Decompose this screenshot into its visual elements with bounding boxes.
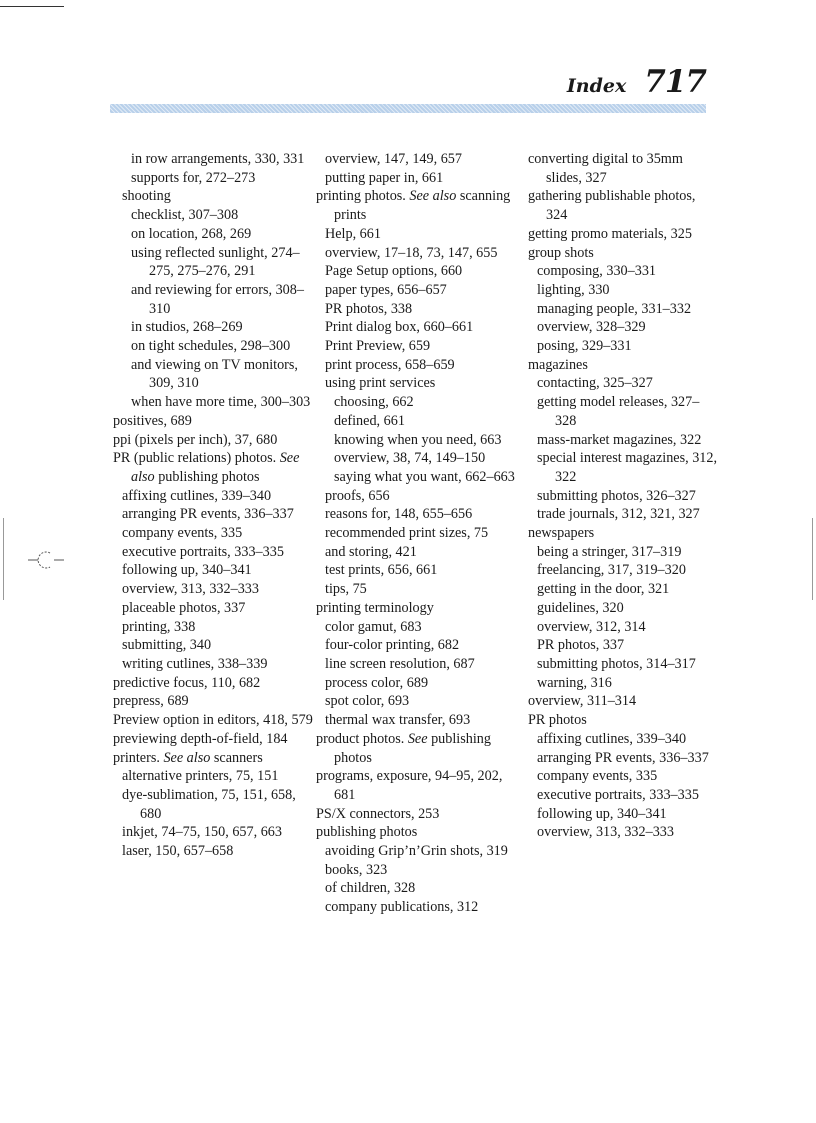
index-entry: printers. See also scanners <box>113 749 263 766</box>
index-entry: submitting photos, 326–327 <box>537 487 696 504</box>
index-entry: group shots <box>528 244 594 261</box>
index-entry: getting model releases, 327–328 <box>537 394 700 429</box>
index-entry: freelancing, 317, 319–320 <box>537 562 686 579</box>
index-entry: when have more time, 300–303 <box>131 394 311 411</box>
index-entry: PS/X connectors, 253 <box>316 805 440 822</box>
header-label: Index <box>566 75 627 97</box>
index-entry: saying what you want, 662–663 <box>334 468 515 485</box>
index-entry: four-color printing, 682 <box>325 637 460 654</box>
index-entry: Print Preview, 659 <box>325 338 431 355</box>
index-entry: overview, 147, 149, 657 <box>325 151 462 167</box>
index-entry: line screen resolution, 687 <box>325 655 475 672</box>
index-entry: affixing cutlines, 339–340 <box>537 730 687 747</box>
index-entry: knowing when you need, 663 <box>334 431 502 448</box>
crop-mark-icon <box>26 548 66 572</box>
running-header <box>567 64 706 104</box>
index-entry: Help, 661 <box>325 225 381 242</box>
index-entry: lighting, 330 <box>537 281 610 298</box>
index-entry: color gamut, 683 <box>325 618 422 635</box>
index-entry: PR photos, 337 <box>537 637 625 654</box>
index-entry: shooting <box>122 188 171 205</box>
index-entry: recommended print sizes, 75 <box>325 525 489 542</box>
index-entry: composing, 330–331 <box>537 263 657 280</box>
index-entry: getting promo materials, 325 <box>528 225 692 242</box>
index-entry: overview, 17–18, 73, 147, 655 <box>325 244 498 261</box>
index-entry: managing people, 331–332 <box>537 300 692 317</box>
index-entry: using reflected sunlight, 274–275, 275–276, 291 <box>131 244 300 280</box>
index-entry: and viewing on TV monitors, 309, 310 <box>131 356 298 392</box>
index-entry: supports for, 272–273 <box>131 169 256 186</box>
index-entry: getting in the door, 321 <box>537 581 670 598</box>
see-reference: See also <box>409 188 457 205</box>
index-entry: dye-sublimation, 75, 151, 658, 680 <box>122 786 296 822</box>
index-column-2 <box>316 150 526 917</box>
index-entry: contacting, 325–327 <box>537 375 653 392</box>
index-entry: arranging PR events, 336–337 <box>122 506 294 523</box>
index-entry: company events, 335 <box>537 768 658 785</box>
index-entry: PR photos, 338 <box>325 300 413 317</box>
index-entry: following up, 340–341 <box>122 562 252 579</box>
index-entry: overview, 312, 314 <box>537 618 646 635</box>
index-entry: laser, 150, 657–658 <box>122 843 234 860</box>
index-entry: overview, 313, 332–333 <box>122 581 259 598</box>
index-entry: overview, 328–329 <box>537 319 646 336</box>
index-entry: reasons for, 148, 655–656 <box>325 506 473 523</box>
index-entry: being a stringer, 317–319 <box>537 543 682 560</box>
index-entry: submitting photos, 314–317 <box>537 655 696 672</box>
index-entry: prepress, 689 <box>113 693 189 710</box>
index-entry: special interest magazines, 312, 322 <box>537 450 718 485</box>
index-entry: positives, 689 <box>113 412 192 429</box>
index-entry: thermal wax transfer, 693 <box>325 712 471 729</box>
index-column-3 <box>528 150 718 842</box>
index-entry: in studios, 268–269 <box>131 319 243 336</box>
index-entry: programs, exposure, 94–95, 202, 681 <box>316 768 503 803</box>
index-entry: spot color, 693 <box>325 693 410 710</box>
see-reference: See <box>407 730 428 747</box>
index-entry: and storing, 421 <box>325 543 417 560</box>
index-entry: placeable photos, 337 <box>122 599 246 616</box>
index-entry: Print dialog box, 660–661 <box>325 319 474 336</box>
index-entry: Page Setup options, 660 <box>325 263 463 280</box>
index-entry: predictive focus, 110, 682 <box>113 674 261 691</box>
page-number: 717 <box>644 64 706 100</box>
index-entry: arranging PR events, 336–337 <box>537 749 709 766</box>
index-entry: test prints, 656, 661 <box>325 562 438 579</box>
index-entry: publishing photos <box>316 824 418 841</box>
see-reference: See also <box>163 749 211 766</box>
index-entry: printing photos. See also scanning prints <box>316 188 511 224</box>
index-entry: converting digital to 35mm slides, 327 <box>528 151 683 186</box>
index-entry: gathering publishable photos, 324 <box>528 188 696 224</box>
index-entry: overview, 38, 74, 149–150 <box>334 450 486 467</box>
index-entry: alternative printers, 75, 151 <box>122 768 279 785</box>
index-entry: company publications, 312 <box>325 899 479 916</box>
index-entry: guidelines, 320 <box>537 599 624 616</box>
index-entry: in row arrangements, 330, 331 <box>131 151 305 167</box>
index-entry: defined, 661 <box>334 412 405 429</box>
index-entry: executive portraits, 333–335 <box>122 543 284 560</box>
index-entry: product photos. See publishing photos <box>316 730 491 766</box>
index-entry: affixing cutlines, 339–340 <box>122 487 272 504</box>
index-entry: using print services <box>325 375 436 392</box>
index-entry: books, 323 <box>325 861 388 878</box>
index-entry: paper types, 656–657 <box>325 281 447 298</box>
header-band <box>110 104 706 113</box>
index-entry: warning, 316 <box>537 674 612 691</box>
index-entry: print process, 658–659 <box>325 356 455 373</box>
index-column-1 <box>113 150 313 861</box>
index-entry: tips, 75 <box>325 581 367 598</box>
index-entry: on location, 268, 269 <box>131 225 252 242</box>
index-entry: process color, 689 <box>325 674 429 691</box>
index-entry: magazines <box>528 356 588 373</box>
left-edge-line <box>3 518 4 600</box>
index-entry: submitting, 340 <box>122 637 212 654</box>
index-entry: ppi (pixels per inch), 37, 680 <box>113 431 278 448</box>
index-entry: PR photos <box>528 712 587 729</box>
index-entry: trade journals, 312, 321, 327 <box>537 506 700 523</box>
index-entry: executive portraits, 333–335 <box>537 786 699 803</box>
index-entry: avoiding Grip’n’Grin shots, 319 <box>325 843 508 860</box>
index-entry: of children, 328 <box>325 880 416 897</box>
index-entry: checklist, 307–308 <box>131 207 239 224</box>
index-entry: newspapers <box>528 525 595 542</box>
index-entry: printing, 338 <box>122 618 196 635</box>
index-entry: overview, 313, 332–333 <box>537 824 674 841</box>
index-entry: Preview option in editors, 418, 579 <box>113 712 313 729</box>
index-entry: company events, 335 <box>122 525 243 542</box>
top-rule <box>0 6 64 7</box>
index-entry: overview, 311–314 <box>528 693 637 710</box>
index-entry: choosing, 662 <box>334 394 414 411</box>
index-entry: posing, 329–331 <box>537 338 632 355</box>
index-entry: proofs, 656 <box>325 487 390 504</box>
index-entry: previewing depth-of-field, 184 <box>113 730 288 747</box>
index-entry: and reviewing for errors, 308–310 <box>131 281 304 317</box>
index-entry: putting paper in, 661 <box>325 169 444 186</box>
index-entry: printing terminology <box>316 599 434 616</box>
index-entry: on tight schedules, 298–300 <box>131 338 291 355</box>
right-edge-line <box>812 518 813 600</box>
index-entry: mass-market magazines, 322 <box>537 431 702 448</box>
index-entry: following up, 340–341 <box>537 805 667 822</box>
index-entry: inkjet, 74–75, 150, 657, 663 <box>122 824 282 841</box>
see-reference: See also <box>131 450 300 485</box>
index-entry: PR (public relations) photos. See also publishing photos <box>113 450 300 485</box>
index-entry: writing cutlines, 338–339 <box>122 655 268 672</box>
